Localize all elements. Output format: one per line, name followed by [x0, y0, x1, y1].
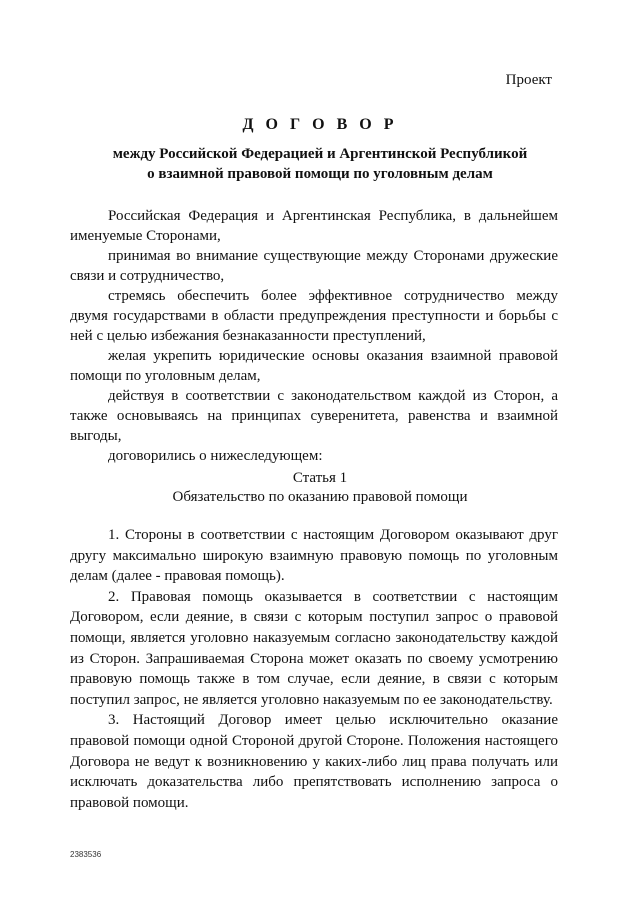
preamble-paragraph: желая укрепить юридические основы оказания взаимной правовой помощи по уголовным делам,: [70, 348, 558, 384]
subtitle-line-2: о взаимной правовой помощи по уголовным делам: [147, 166, 493, 182]
article-title: Обязательство по оказанию правовой помощи: [172, 489, 468, 505]
article-paragraph: 3. Настоящий Договор имеет целью исключительно оказание правовой помощи одной Стороной другой Стороне. Положения настоящего Договора не ведут к возникновению у каких-либо лиц права получать или исключать доказательства либо препятствовать исполнению запроса о правовой помощи.: [70, 712, 558, 811]
draft-label: Проект: [505, 72, 552, 88]
article-body: [70, 525, 558, 813]
preamble-paragraph: договорились о нижеследующем:: [108, 448, 323, 464]
article-paragraph: 1. Стороны в соответствии с настоящим Договором оказывают друг другу максимально широкую взаимную правовую помощь по уголовным делам (далее - правовая помощь).: [70, 527, 558, 585]
preamble-paragraph: принимая во внимание существующие между Сторонами дружеские связи и сотрудничество,: [70, 248, 558, 284]
document-title: Д О Г О В О Р: [242, 116, 398, 133]
preamble-paragraph: стремясь обеспечить более эффективное сотрудничество между двумя государствами в области предупреждения преступности и борьбы с ней с целью избежания безнаказанности преступлений,: [70, 288, 558, 344]
preamble-paragraph: действуя в соответствии с законодательством каждой из Сторон, а также основываясь на принципах суверенитета, равенства и взаимной выгоды,: [70, 388, 558, 444]
article-paragraph: 2. Правовая помощь оказывается в соответствии с настоящим Договором, если деяние, в связи с которым поступил запрос о правовой помощи, является уголовно наказуемым согласно законодательству каждой из Сторон. Запрашиваемая Сторона может оказать по своему усмотрению правовую помощь также в том случае, если деяние, в связи с которым поступил запрос, не является уголовно наказуемым по ее законодательству.: [70, 588, 558, 708]
document-id: 2383536: [70, 850, 102, 859]
subtitle-line-1: между Российской Федерацией и Аргентинской Республикой: [112, 146, 528, 162]
preamble: [70, 206, 558, 466]
article-number: Статья 1: [292, 470, 348, 486]
preamble-paragraph: Российская Федерация и Аргентинская Республика, в дальнейшем именуемые Сторонами,: [70, 208, 558, 244]
document-subtitle: [0, 144, 640, 184]
